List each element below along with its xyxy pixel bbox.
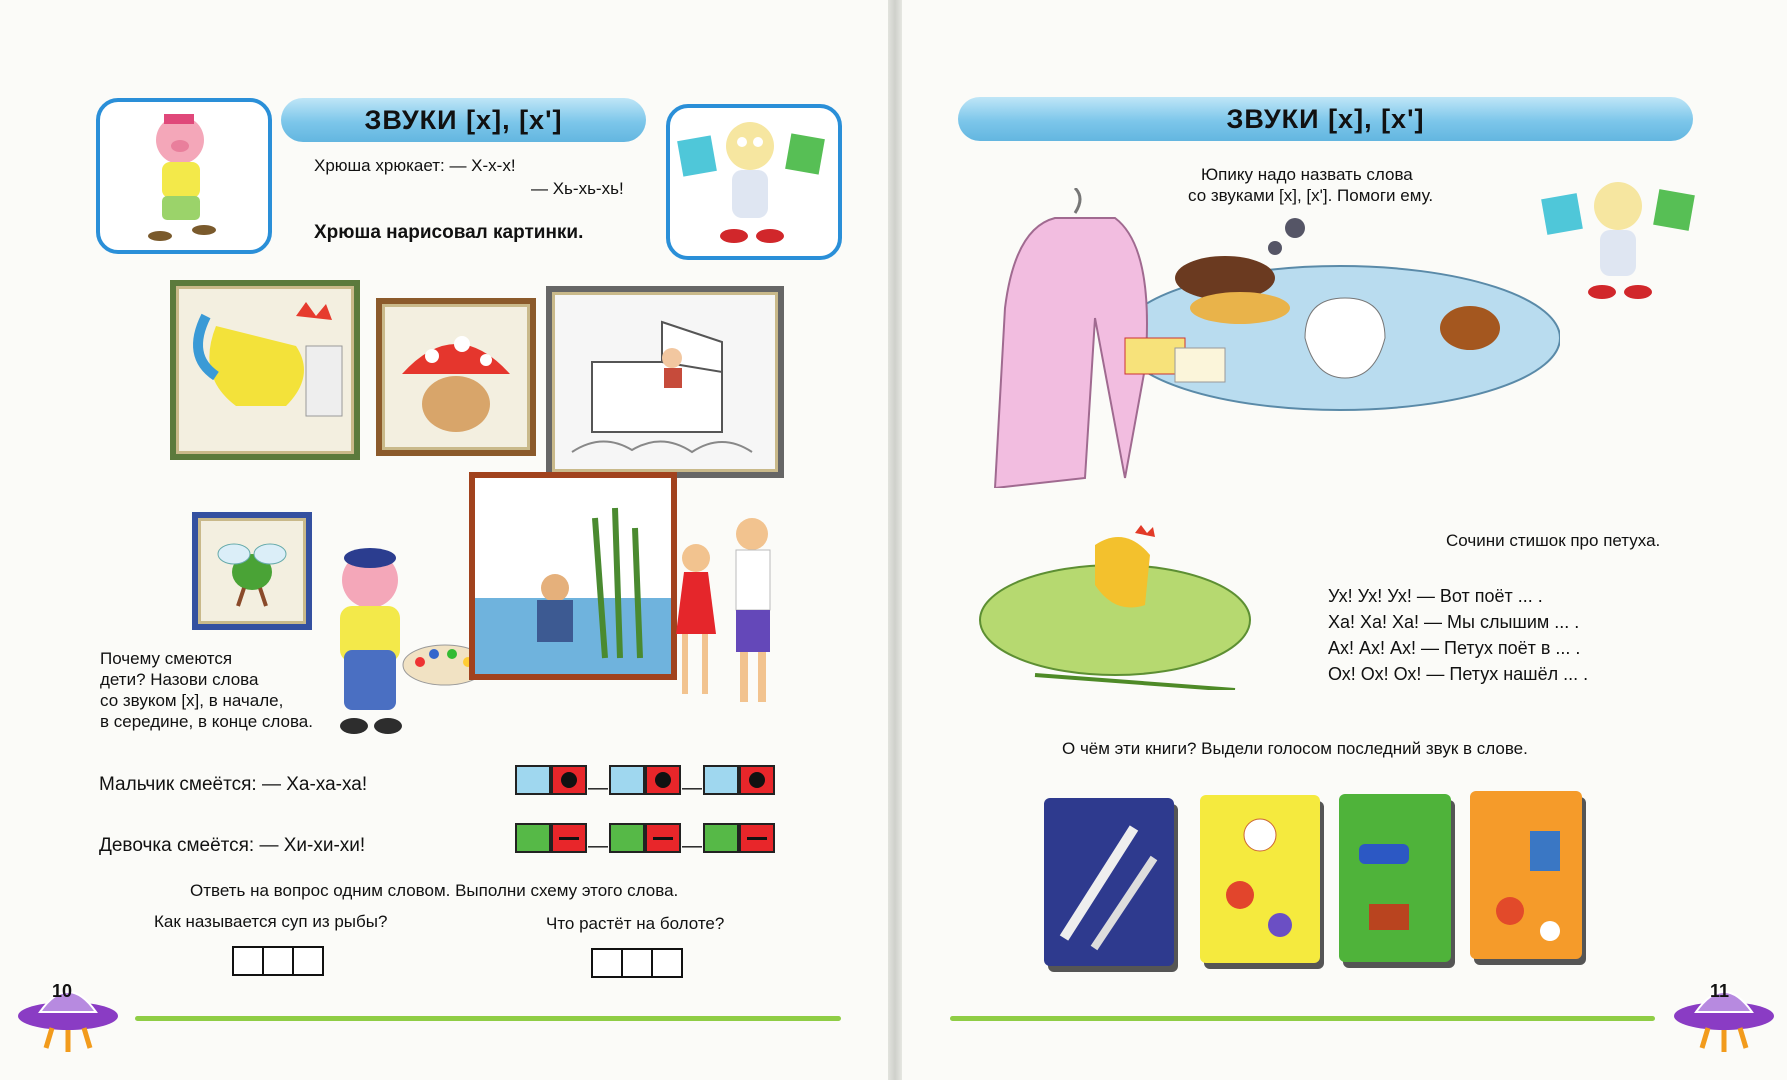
rooster-picture xyxy=(170,280,360,460)
fly-picture xyxy=(192,512,312,630)
hunter-picture xyxy=(469,472,677,680)
consonant-hard-square xyxy=(645,765,681,795)
book-flowers xyxy=(1200,795,1320,963)
children-icon xyxy=(666,514,786,710)
page-number-left: 10 xyxy=(52,981,73,1001)
answer-boxes-1[interactable] xyxy=(232,946,322,976)
poem-line-4: Ох! Ох! Ох! — Петух нашёл ... . xyxy=(1328,664,1589,684)
poem-line-3: Ах! Ах! Ах! — Петух поёт в ... . xyxy=(1328,638,1581,658)
vowel-square xyxy=(515,765,551,795)
flower-icon xyxy=(1200,795,1320,963)
yupik-right-icon xyxy=(1538,166,1698,306)
footer-line-left xyxy=(135,1016,841,1021)
table-objects-illustration xyxy=(975,188,1560,488)
compose-instruction: Сочини стишок про петуха. xyxy=(1446,531,1661,550)
hazelnut-icon xyxy=(1440,306,1500,350)
fridge-picture xyxy=(546,286,784,478)
left-title: ЗВУКИ [х], [х'] xyxy=(364,105,563,135)
right-title: ЗВУКИ [х], [х'] xyxy=(1226,104,1425,134)
hunter-icon xyxy=(475,478,671,674)
yupik-frame-left xyxy=(666,104,842,260)
rocket-icon xyxy=(1044,798,1174,966)
consonant-hard-square xyxy=(739,765,775,795)
vowel-square xyxy=(703,765,739,795)
yupik-line-1: Юпику надо назвать слова xyxy=(1201,165,1413,184)
page-number-right: 11 xyxy=(1710,981,1730,1001)
poem-line-2: Ха! Ха! Ха! — Мы слышим ... . xyxy=(1328,612,1580,632)
fly-icon xyxy=(198,518,306,624)
right-title-banner xyxy=(958,97,1693,141)
piglet-frame xyxy=(96,98,272,254)
drew-heading: Хрюша нарисовал картинки. xyxy=(314,222,584,243)
answer-boxes-2[interactable] xyxy=(591,948,681,978)
left-title-banner xyxy=(281,98,646,142)
question-line-1: Почему смеются xyxy=(100,649,233,668)
car-icon xyxy=(1339,794,1451,962)
yupik-line-2: со звуками [х], [х']. Помоги ему. xyxy=(1188,186,1434,205)
fly-icon-2 xyxy=(1268,241,1282,255)
soft-vowel-square xyxy=(609,823,645,853)
bathrobe-icon xyxy=(995,218,1147,488)
books-question: О чём эти книги? Выдели голосом последний звук в слове. xyxy=(1062,739,1528,758)
consonant-hard-square xyxy=(551,765,587,795)
rooster-bush-icon xyxy=(975,525,1255,690)
soft-vowel-square xyxy=(703,823,739,853)
toys-icon xyxy=(1470,791,1582,959)
rooster-icon xyxy=(176,286,354,454)
boy-sound-scheme: — — xyxy=(515,762,775,798)
question-line-4: в середине, в конце слова. xyxy=(100,712,313,731)
intro-line-2: — Хь-хь-хь! xyxy=(531,179,624,198)
consonant-soft-square xyxy=(645,823,681,853)
boy-laughs: Мальчик смеётся: — Ха-ха-ха! xyxy=(99,774,368,795)
book-rockets xyxy=(1044,798,1174,966)
footer-line-right xyxy=(950,1016,1655,1021)
question-line-2: дети? Назови слова xyxy=(100,670,259,689)
consonant-soft-square xyxy=(551,823,587,853)
question-swamp: Что растёт на болоте? xyxy=(546,914,725,933)
vowel-square xyxy=(609,765,645,795)
book-spine xyxy=(888,0,902,1080)
book-cars xyxy=(1339,794,1451,962)
loaf-icon xyxy=(1190,292,1290,324)
girl-sound-scheme: — — xyxy=(515,820,775,856)
question-soup: Как называется суп из рыбы? xyxy=(154,912,388,931)
yupik-icon xyxy=(670,108,838,256)
soft-vowel-square xyxy=(515,823,551,853)
question-line-3: со звуком [х], в начале, xyxy=(100,691,284,710)
mushroom-hamster-icon xyxy=(382,304,530,450)
consonant-soft-square xyxy=(739,823,775,853)
fridge-man-icon xyxy=(552,292,778,472)
poem-line-1: Ух! Ух! Ух! — Вот поёт ... . xyxy=(1328,586,1543,606)
fly-icon-1 xyxy=(1285,218,1305,238)
girl-laughs: Девочка смеётся: — Хи-хи-хи! xyxy=(99,835,366,856)
book-toys xyxy=(1470,791,1582,959)
task-instruction: Ответь на вопрос одним словом. Выполни схему этого слова. xyxy=(190,881,679,900)
mushroom-picture xyxy=(376,298,536,456)
piglet-icon xyxy=(100,102,268,250)
intro-line-1: Хрюша хрюкает: — Х-х-х! xyxy=(314,156,516,175)
